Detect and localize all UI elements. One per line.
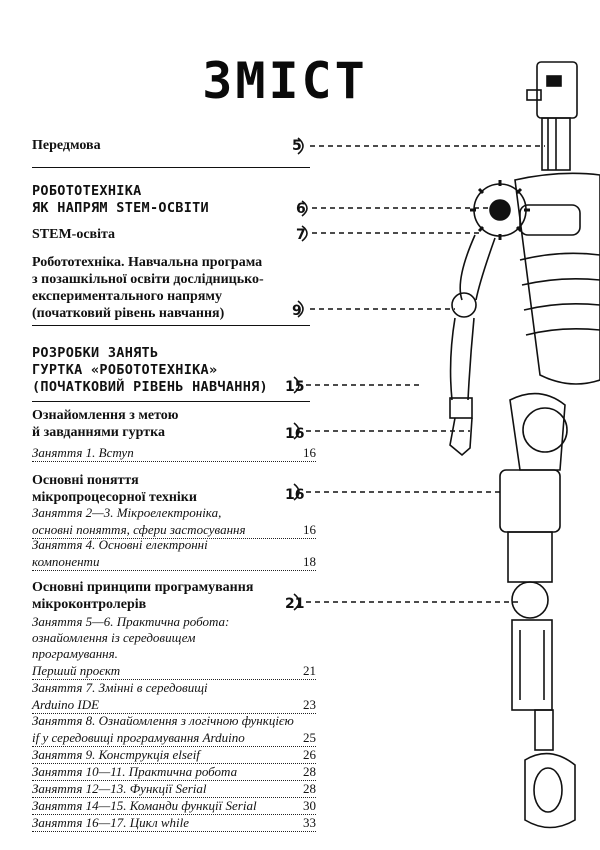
- toc-line-page: 18: [303, 554, 316, 569]
- toc-line-page: 33: [303, 815, 316, 830]
- toc-text-line: мікропроцесорної техніки: [32, 490, 197, 505]
- section-title-line: ГУРТКА «РОБОТОТЕХНІКА»: [32, 362, 218, 378]
- page-number: 6: [296, 201, 306, 217]
- toc-text-line: з позашкільної освіти дослідницько-: [32, 272, 264, 287]
- toc-text-line: Заняття 5—6. Практична робота:: [32, 614, 230, 629]
- section-title-line: РОЗРОБКИ ЗАНЯТЬ: [32, 345, 159, 361]
- toc-line-page: 25: [303, 730, 316, 745]
- section-title-line: (ПОЧАТКОВИЙ РІВЕНЬ НАВЧАННЯ): [32, 379, 268, 395]
- section-title-line: ЯК НАПРЯМ STEM-ОСВІТИ: [32, 200, 209, 216]
- page-number: 21: [285, 596, 305, 612]
- page-title: ЗМІСТ: [202, 52, 368, 110]
- toc-text-line: Заняття 2—3. Мікроелектроніка,: [32, 505, 222, 520]
- toc-line-text: Заняття 16—17. Цикл while: [32, 815, 190, 830]
- toc-text-line: Основні принципи програмування: [32, 580, 254, 595]
- toc-line-text: Arduino IDE: [32, 697, 100, 712]
- toc-text-line: Заняття 4. Основні електронні: [32, 537, 208, 552]
- toc-text-line: Робототехніка. Навчальна програма: [32, 255, 263, 270]
- toc-line-page: 16: [303, 522, 316, 537]
- toc-line-text: Заняття 1. Вступ: [32, 445, 134, 460]
- toc-text-line: мікроконтролерів: [32, 597, 147, 612]
- toc-text-line: Заняття 7. Змінні в середовищі: [32, 680, 208, 695]
- toc-heading-peredmova: Передмова: [32, 138, 101, 153]
- toc-line-page: 21: [303, 663, 316, 678]
- toc-line-page: 16: [303, 445, 316, 460]
- toc-line-text: Перший проєкт: [32, 663, 121, 678]
- toc-text-line: ознайомлення із середовищем: [32, 630, 196, 645]
- toc-line-page: 30: [303, 798, 316, 813]
- toc-text-line: Заняття 8. Ознайомлення з логічною функцією: [32, 713, 294, 728]
- toc-line-text: if у середовищі програмування Arduino: [32, 730, 245, 745]
- toc-text-line: програмування.: [32, 646, 118, 661]
- toc-text-line: (початковий рівень навчання): [32, 306, 225, 321]
- page-number: 7: [296, 227, 306, 243]
- toc-line-text: Заняття 14—15. Команди функції Serial: [32, 798, 257, 813]
- page-number: 9: [292, 303, 302, 319]
- toc-line-text: компоненти: [32, 554, 100, 569]
- toc-line-page: 28: [303, 764, 316, 779]
- toc-line-page: 23: [303, 697, 316, 712]
- toc-line-page: 26: [303, 747, 316, 762]
- toc-text-line: й завданнями гуртка: [32, 425, 165, 440]
- toc-text-line: Основні поняття: [32, 473, 139, 488]
- toc-line-text: Заняття 9. Конструкція elseif: [32, 747, 200, 762]
- page-number: 5: [292, 138, 302, 154]
- toc-line-text: основні поняття, сфери застосування: [32, 522, 246, 537]
- page-number: 16: [285, 426, 305, 442]
- toc-text-line: Ознайомлення з метою: [32, 408, 179, 423]
- toc-line-page: 28: [303, 781, 316, 796]
- page-number: 15: [285, 379, 305, 395]
- toc-text-line: експериментального напряму: [32, 289, 222, 304]
- toc-heading-stem: STEM-освіта: [32, 227, 116, 242]
- toc-line-text: Заняття 12—13. Функції Serial: [32, 781, 207, 796]
- page-number: 16: [285, 487, 305, 503]
- toc-line-text: Заняття 10—11. Практична робота: [32, 764, 238, 779]
- section-title-line: РОБОТОТЕХНІКА: [32, 183, 142, 199]
